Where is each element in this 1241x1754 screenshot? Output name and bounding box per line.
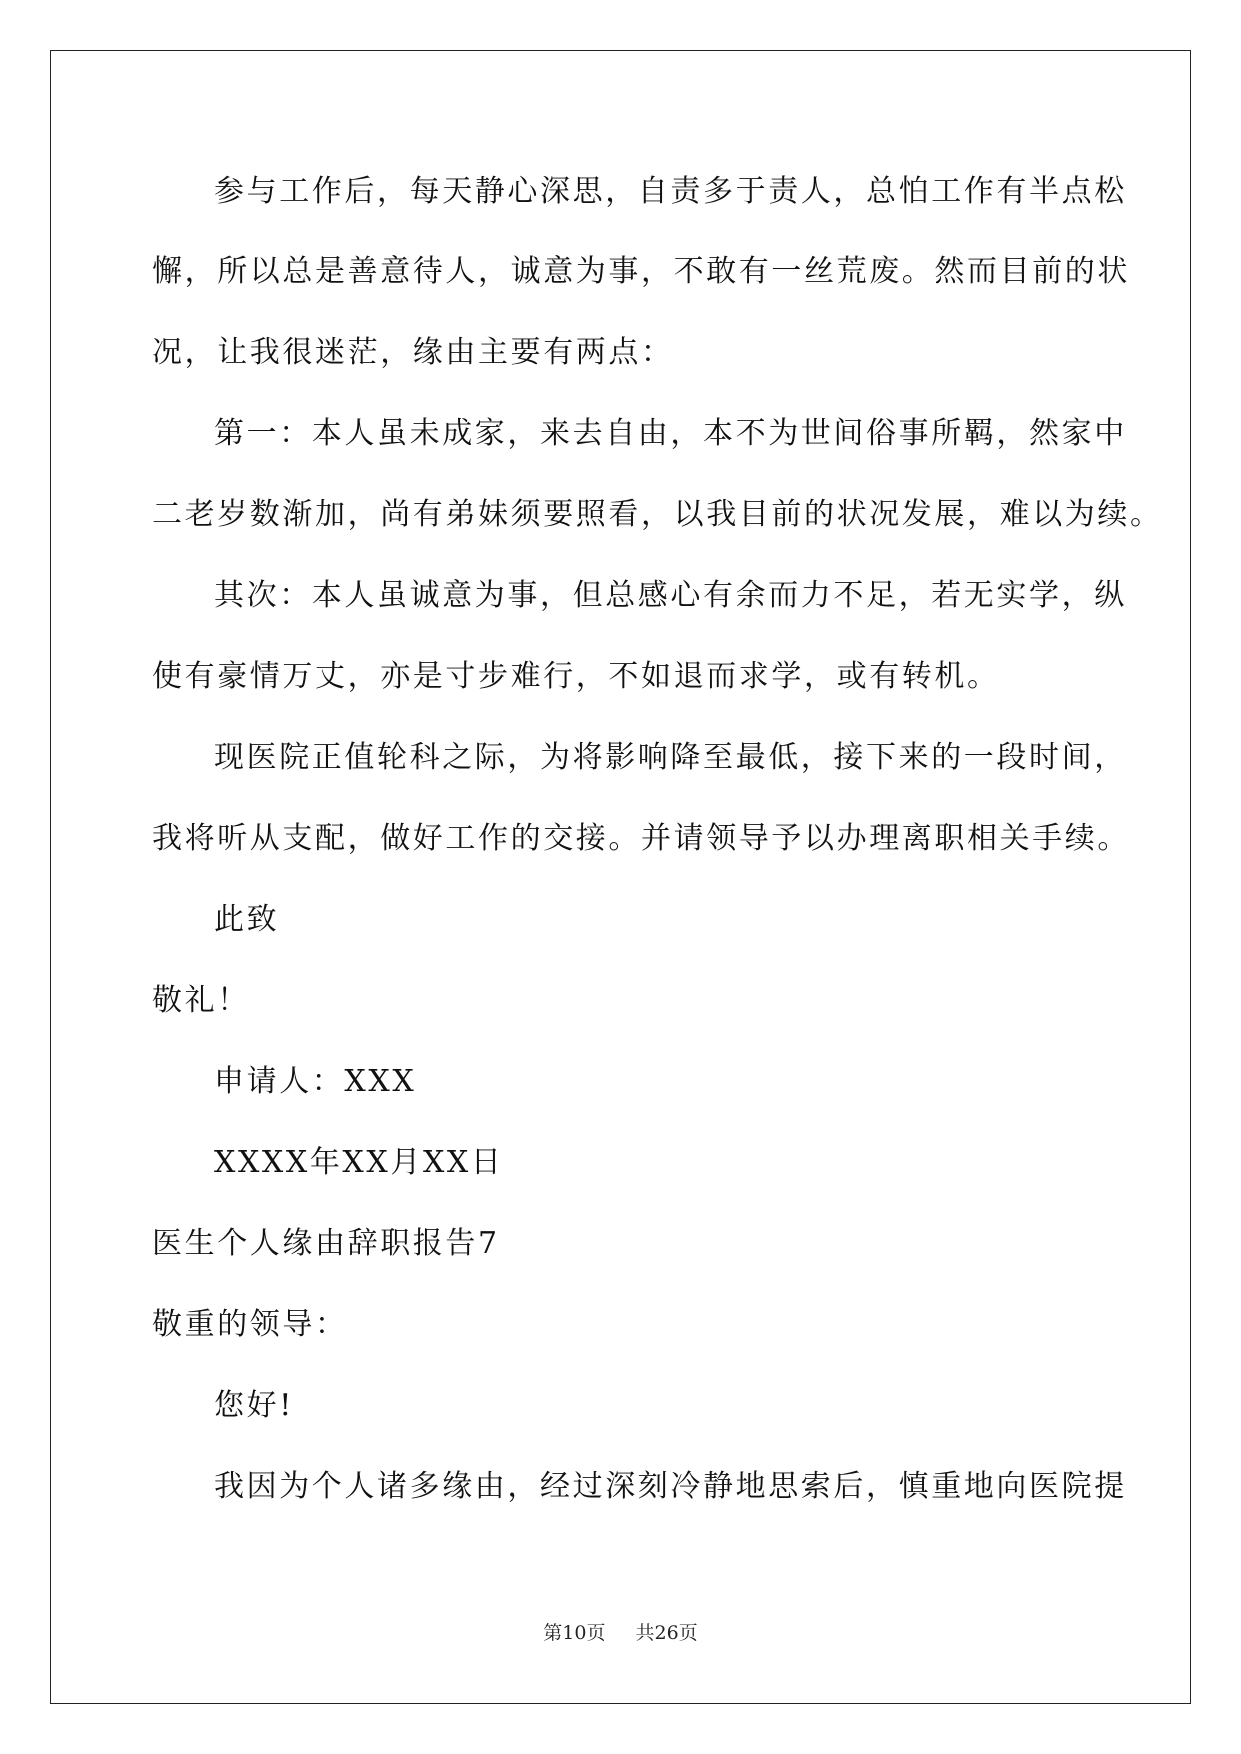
paragraph-line: 其次：本人虽诚意为事，但总感心有余而力不足，若无实学，纵	[214, 578, 1127, 613]
paragraph-line: 使有豪情万丈，亦是寸步难行，不如退而求学，或有转机。	[152, 659, 1000, 694]
paragraph-line: 况，让我很迷茫，缘由主要有两点：	[152, 335, 674, 370]
date-line: XXXX年XX月XX日	[214, 1145, 504, 1180]
closing-salutation: 此致	[214, 902, 280, 937]
applicant-line: 申请人：XXX	[214, 1064, 417, 1099]
paragraph-line: 二老岁数渐加，尚有弟妹须要照看，以我目前的状况发展，难以为续。	[152, 497, 1163, 532]
letter-greeting: 您好!	[214, 1388, 294, 1423]
paragraph-line: 我将听从支配，做好工作的交接。并请领导予以办理离职相关手续。	[152, 821, 1130, 856]
page-footer	[0, 1621, 1241, 1645]
page-border	[50, 50, 1191, 1704]
paragraph-line: 懈，所以总是善意待人，诚意为事，不敢有一丝荒废。然而目前的状	[152, 254, 1130, 289]
page-number-total: 共26页	[635, 1622, 698, 1644]
paragraph-line: 第一：本人虽未成家，来去自由，本不为世间俗事所羁，然家中	[214, 416, 1127, 451]
paragraph-line: 现医院正值轮科之际，为将影响降至最低，接下来的一段时间，	[214, 740, 1127, 775]
closing-regards: 敬礼！	[152, 983, 250, 1018]
page-number-current: 第10页	[543, 1622, 606, 1644]
letter-addressee: 敬重的领导：	[152, 1307, 348, 1342]
paragraph-line: 参与工作后，每天静心深思，自责多于责人，总怕工作有半点松	[214, 174, 1127, 209]
paragraph-line: 我因为个人诸多缘由，经过深刻冷静地思索后，慎重地向医院提	[214, 1469, 1127, 1504]
section-title: 医生个人缘由辞职报告7	[152, 1226, 500, 1261]
